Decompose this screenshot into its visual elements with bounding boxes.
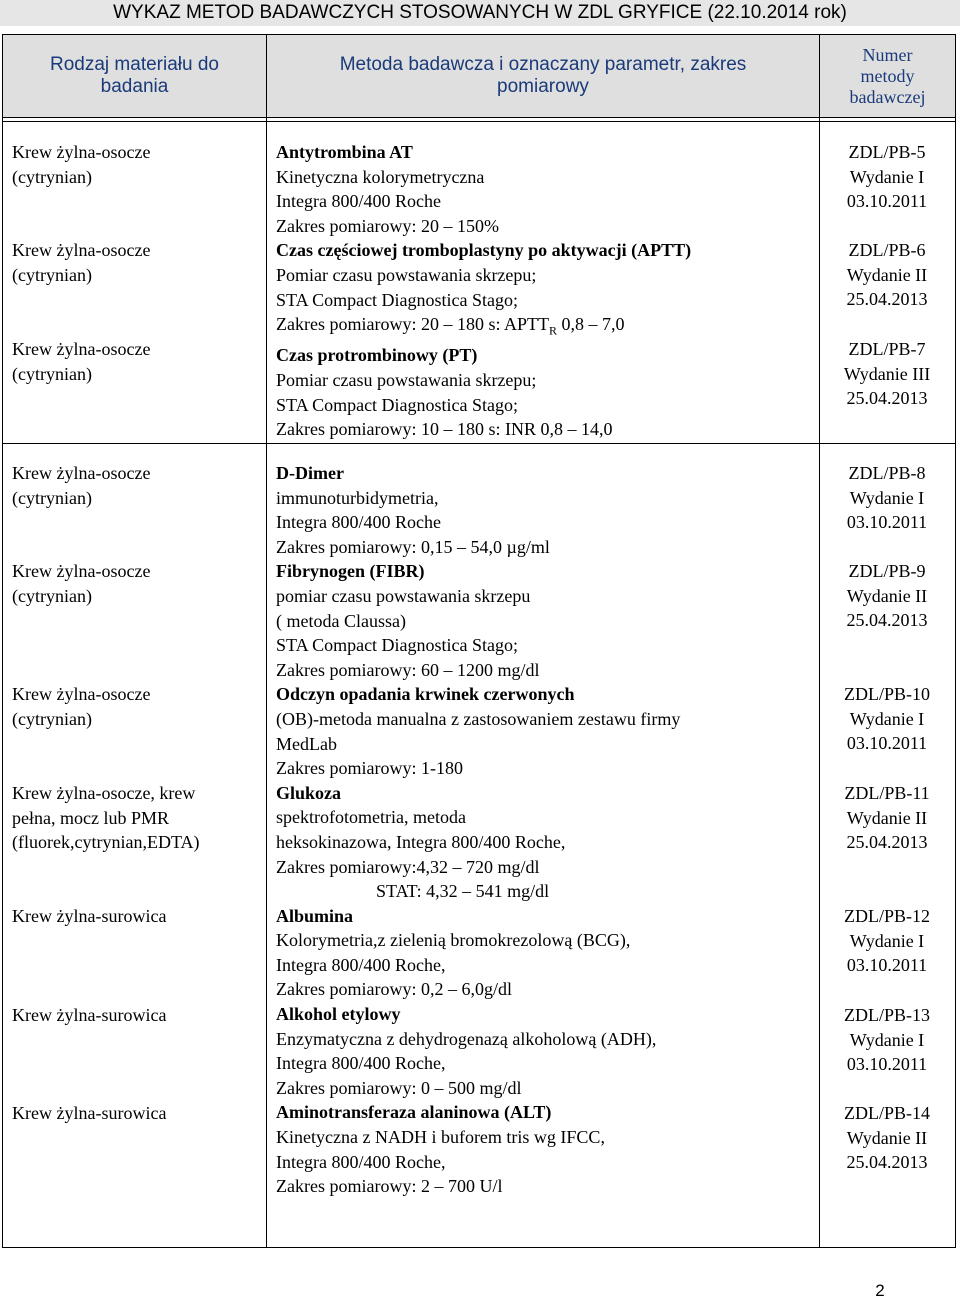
header-divider	[3, 117, 955, 118]
method-name: Aminotransferaza alaninowa (ALT)	[276, 1102, 552, 1123]
method-name: Albumina	[276, 905, 354, 926]
material-cell: Krew żylna-osocze (cytrynian)	[12, 684, 151, 729]
method-name: Odczyn opadania krwinek czerwonych	[276, 684, 575, 705]
method-number-cell: ZDL/PB-10 Wydanie I 03.10.2011	[843, 684, 930, 754]
material-cell: Krew żylna-surowica	[12, 1103, 167, 1123]
method-number-cell: ZDL/PB-13 Wydanie I 03.10.2011	[843, 1005, 930, 1075]
header-divider	[3, 121, 955, 122]
page-number: 2	[875, 1281, 885, 1300]
column-divider	[266, 35, 267, 1247]
method-number-cell: ZDL/PB-14 Wydanie II 25.04.2013	[843, 1103, 930, 1173]
method-number-cell: ZDL/PB-6 Wydanie II 25.04.2013	[846, 240, 928, 310]
method-name: Fibrynogen (FIBR)	[276, 561, 425, 582]
page-title: WYKAZ METOD BADAWCZYCH STOSOWANYCH W ZDL GRYFICE (22.10.2014 rok)	[0, 0, 960, 26]
method-name: D-Dimer	[276, 463, 344, 483]
header-method: Metoda badawcza i oznaczany parametr, zakres pomiarowy	[267, 35, 819, 117]
method-number-cell: ZDL/PB-7 Wydanie III 25.04.2013	[843, 339, 931, 409]
method-name: Antytrombina AT	[276, 142, 413, 162]
method-name: Alkohol etylowy	[276, 1004, 401, 1025]
material-cell: Krew żylna-osocze, krew pełna, mocz lub PMR (fluorek,cytrynian,EDTA)	[12, 783, 200, 853]
method-name: Czas protrombinowy (PT)	[276, 345, 478, 366]
material-cell: Krew żylna-surowica	[12, 1005, 167, 1025]
material-cell: Krew żylna-osocze (cytrynian)	[12, 240, 151, 285]
method-number-cell: ZDL/PB-5 Wydanie I 03.10.2011	[846, 142, 928, 212]
method-cell: D-Dimer immunoturbidymetria, Integra 800/400 Roche Zakres pomiarowy: 0,15 – 54,0 µg/ml Fibrynogen (FIBR) pomiar czasu powstawania skrzepu ( metoda Claussa) STA Compact Diagnostica Stago; Zakres pomiarowy: 60 – 1200 mg/dl Odczyn opadania krwinek czerwonych (OB)-metoda manualna z zastosowaniem zestawu firmy MedLab Zakres pomiarowy: 1-180 Glukoza spektrofotometria, metoda heksokinazowa, Integra 800/400 Roche, Zakres pomiarowy:4,32 – 720 mg/dl STAT: 4,32 – 541 mg/dl Albumina Kolorymetria,z zielenią bromokrezolową (BCG), Integra 800/400 Roche, Zakres pomiarowy: 0,2 – 6,0g/dl Alkohol etylowy Enzymatyczna z dehydrogenazą alkoholową (ADH), Integra 800/400 Roche, Zakres pomiarowy: 0 – 500 mg/dl Aminotransferaza alaninowa (ALT) Kinetyczna z NADH i buforem tris wg IFCC, Integra 800/400 Roche, Zakres pomiarowy: 2 – 700 U/l	[276, 463, 681, 1197]
material-cell: Krew żylna-osocze (cytrynian)	[12, 339, 151, 384]
material-cell: Krew żylna-osocze (cytrynian)	[12, 561, 151, 606]
method-number-cell: ZDL/PB-12 Wydanie I 03.10.2011	[843, 906, 930, 976]
header-material: Rodzaj materiału do badania	[3, 35, 266, 117]
material-cell: Krew żylna-osocze (cytrynian)	[12, 142, 151, 187]
method-name: Glukoza	[276, 782, 342, 803]
method-number-cell: ZDL/PB-8 Wydanie I 03.10.2011	[846, 463, 928, 533]
method-number-cell: ZDL/PB-9 Wydanie II 25.04.2013	[846, 561, 928, 631]
methods-table	[2, 34, 956, 1248]
method-number-cell: ZDL/PB-11 Wydanie II 25.04.2013	[844, 783, 930, 853]
method-cell: Antytrombina AT Kinetyczna kolorymetryczna Integra 800/400 Roche Zakres pomiarowy: 20 – 150% Czas częściowej tromboplastyny po aktywacji (APTT) Pomiar czasu powstawania skrzepu; STA Compact Diagnostica Stago; Zakres pomiarowy: 20 – 180 s: $APTT_R$ 0,8 – 7,0 Czas protrombinowy (PT) Pomiar czasu powstawania skrzepu; STA Compact Diagnostica Stago; Zakres pomiarowy: 10 – 180 s: INR 0,8 – 14,0	[276, 142, 692, 440]
method-name: Czas częściowej tromboplastyny po aktywacji (APTT)	[276, 240, 692, 261]
material-cell: Krew żylna-surowica	[12, 906, 167, 926]
material-cell: Krew żylna-osocze (cytrynian)	[12, 463, 151, 508]
range-line: Zakres pomiarowy: 20 – 180 s: $APTT_R$ 0,8 – 7,0	[276, 314, 625, 338]
header-number: Numer metody badawczej	[820, 35, 955, 117]
section-divider	[3, 443, 955, 444]
